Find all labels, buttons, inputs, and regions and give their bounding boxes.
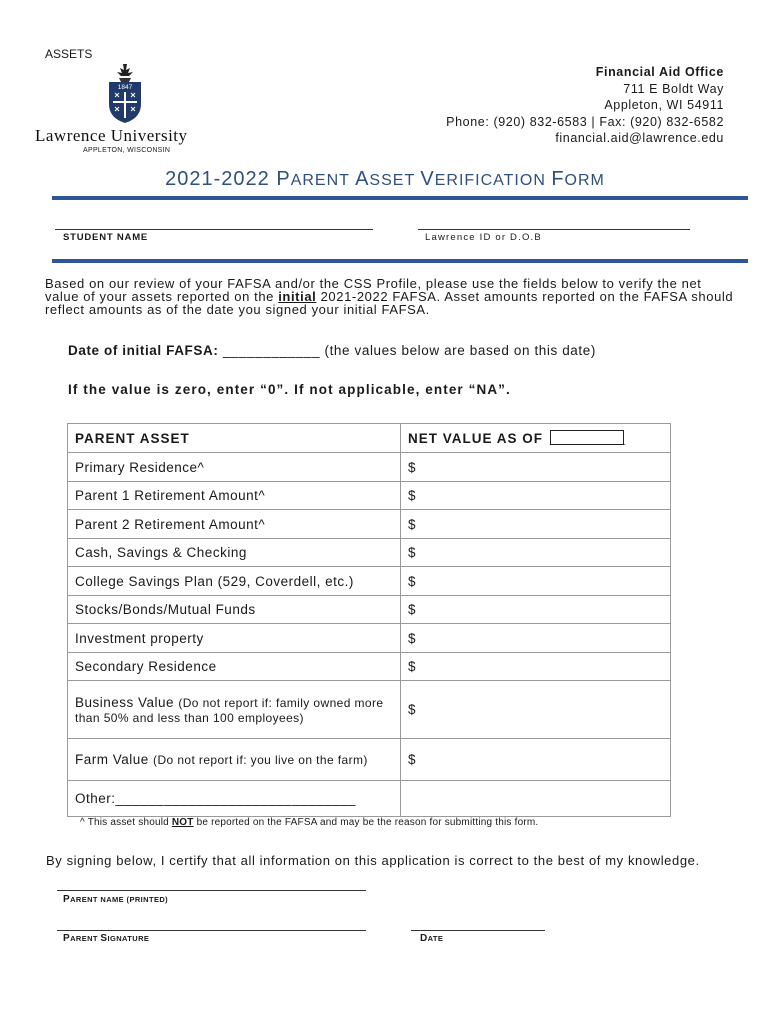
- initial-emphasis: initial: [278, 289, 317, 304]
- university-logo: [35, 62, 225, 154]
- table-row: [68, 739, 671, 781]
- date-line[interactable]: [411, 930, 545, 931]
- other-value-cell[interactable]: [401, 781, 671, 817]
- table-row: [68, 482, 671, 510]
- asset-value-cell[interactable]: $: [401, 453, 671, 482]
- form-title: 2021-2022 PARENT ASSET VERIFICATION FORM: [165, 168, 605, 190]
- asset-note: (Do not report if: family owned more than 50% and less than 100 employees): [75, 695, 384, 725]
- student-name-line[interactable]: [55, 229, 373, 230]
- office-street: 711 E Boldt Way: [623, 81, 724, 96]
- zero-instruction: If the value is zero, enter “0”. If not applicable, enter “NA”.: [68, 382, 511, 397]
- asset-value-cell[interactable]: $: [401, 596, 671, 624]
- table-row: [68, 539, 671, 567]
- table-row: [68, 624, 671, 653]
- asset-column-header: PARENT ASSET: [68, 424, 401, 453]
- office-contact: [446, 64, 724, 147]
- student-name-label: STUDENT NAME: [63, 232, 149, 243]
- office-city: Appleton, WI 54911: [604, 98, 724, 112]
- table-row: [68, 567, 671, 596]
- signature-label: PARENT SIGNATURE: [63, 933, 150, 944]
- office-email[interactable]: financial.aid@lawrence.edu: [555, 131, 724, 145]
- table-row: [68, 681, 671, 739]
- asset-value-cell[interactable]: $: [401, 681, 671, 739]
- table-row: [68, 510, 671, 539]
- signature-line[interactable]: [57, 930, 366, 931]
- footnote: ^ This asset should NOT be reported on the FAFSA and may be the reason for submitting this form.: [80, 817, 539, 828]
- office-name: Financial Aid Office: [595, 65, 724, 79]
- asset-value-cell[interactable]: $: [401, 567, 671, 596]
- student-id-label: Lawrence ID or D.O.B: [425, 232, 542, 243]
- certification-statement: By signing below, I certify that all information on this application is correct to the best of my knowledge.: [46, 853, 700, 868]
- asset-value-cell[interactable]: $: [401, 739, 671, 781]
- intro-paragraph: Based on our review of your FAFSA and/or the CSS Profile, please use the fields below to verify the net value of your assets reported on the initial 2021-2022 FAFSA. Asset amounts reported on the FAFSA should reflect amounts as of the date you signed your initial FAFSA.: [45, 276, 734, 317]
- asset-name: Business Value (Do not report if: family owned more than 50% and less than 100 employees): [68, 681, 401, 739]
- asset-note: (Do not report if: you live on the farm): [153, 753, 368, 767]
- value-column-header: NET VALUE AS OF _________: [401, 424, 671, 453]
- fafsa-date-blank[interactable]: ____________: [218, 343, 325, 358]
- table-row: [68, 596, 671, 624]
- svg-text:1847: 1847: [117, 84, 133, 91]
- university-crest-icon: [107, 62, 143, 124]
- office-phone-fax: Phone: (920) 832-6583 | Fax: (920) 832-6582: [446, 114, 724, 129]
- asset-name: Parent 2 Retirement Amount^: [68, 510, 401, 539]
- asset-name: Primary Residence^: [68, 453, 401, 482]
- asset-name: Farm Value (Do not report if: you live on the farm): [68, 739, 401, 781]
- table-row: [68, 453, 671, 482]
- printed-name-line[interactable]: [57, 890, 366, 891]
- asset-value-cell[interactable]: $: [401, 624, 671, 653]
- value-date-blank: _________: [549, 431, 627, 446]
- other-asset-blank: ______________________________: [115, 791, 356, 806]
- section-divider: [52, 259, 748, 263]
- printed-name-label: PARENT NAME (PRINTED): [63, 894, 169, 905]
- asset-value-cell[interactable]: $: [401, 653, 671, 681]
- asset-name: Parent 1 Retirement Amount^: [68, 482, 401, 510]
- asset-name: Secondary Residence: [68, 653, 401, 681]
- table-row: [68, 653, 671, 681]
- table-row-other: [68, 781, 671, 817]
- asset-name: College Savings Plan (529, Coverdell, etc.): [68, 567, 401, 596]
- page-tag: ASSETS: [45, 47, 93, 61]
- asset-table: [67, 423, 671, 817]
- asset-value-cell[interactable]: $: [401, 510, 671, 539]
- university-name: Lawrence University: [35, 126, 188, 145]
- date-label: DATE: [420, 933, 444, 944]
- table-header-row: [68, 424, 671, 453]
- title-divider: [52, 196, 748, 200]
- asset-name: Stocks/Bonds/Mutual Funds: [68, 596, 401, 624]
- asset-value-cell[interactable]: $: [401, 539, 671, 567]
- university-location: APPLETON, WISCONSIN: [83, 147, 171, 154]
- asset-name: Investment property: [68, 624, 401, 653]
- asset-value-cell[interactable]: $: [401, 482, 671, 510]
- fafsa-date-line: Date of initial FAFSA: ____________ (the values below are based on this date): [68, 343, 596, 358]
- other-asset-cell[interactable]: Other:______________________________: [68, 781, 401, 817]
- student-id-line[interactable]: [418, 229, 690, 230]
- asset-name: Cash, Savings & Checking: [68, 539, 401, 567]
